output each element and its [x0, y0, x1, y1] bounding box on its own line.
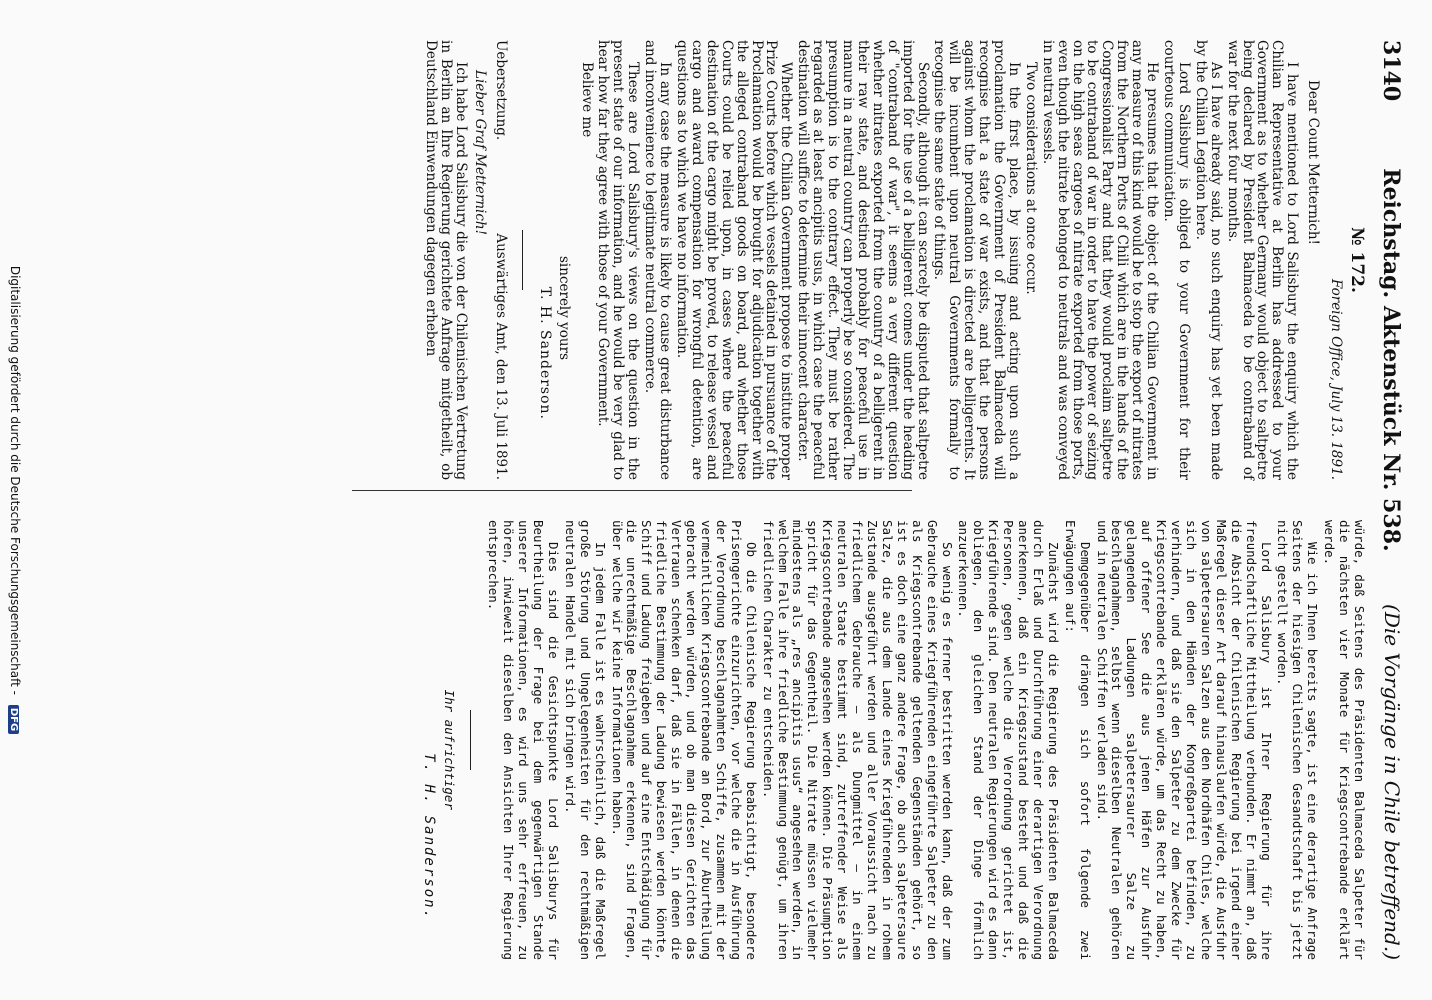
translation-label: Uebersetzung. — [492, 40, 509, 141]
paragraph: In any case the measure is likely to cause great disturbance and inconvenience to legitimate neutral commerce. — [642, 40, 674, 480]
header-title: Reichstag. Aktenstück Nr. 538. — [1378, 168, 1404, 552]
signature: T. H. Sanderson. — [536, 286, 553, 420]
divider-rule — [522, 230, 523, 290]
dateline: Foreign Office, July 13. 1891. — [1328, 279, 1345, 480]
credit-text: Digitalisierung gefördert durch die Deutsche Forschungsgemeinschaft - — [8, 265, 22, 695]
translation-heading — [493, 40, 508, 480]
page-number: 3140 — [1378, 40, 1404, 102]
valediction: sincerely yours — [555, 256, 572, 360]
paragraph: Two considerations at once occur. — [1022, 62, 1039, 295]
paragraph: In the first place, by issuing and acting upon such a proclamation the Government of President Balmaceda will recognise that a state of war exists, and that the persons against whom the proclamation is directed are belligerents. It will be incumbent upon neutral Governments formally to recognise the same state of things. — [931, 40, 1022, 480]
paragraph: In jedem Falle ist es wahrscheinlich, daß die Maßregel große Störung und Ungelegenheiten für den rechtmäßigen neutralen Handel mit sich bringen wird. — [562, 520, 608, 960]
paragraph: Ob die Chilenische Regierung beabsichtigt, besondere Prisengerichte einzurichten, vor welche die in Ausführung der Verordnung beschlagnahmten Schiffe, zusammen mit der vermeintlichen Kriegscontrebande an Bord, zur Aburtheilung gebracht werden würden, und ob man diesen Gerichten das Vertrauen schenken darf, daß sie in Fällen, in denen die friedliche Bestimmung der Ladung bewiesen werden könnte, Schiff und Ladung freigeben und auf eine Entschädigung für die unrechtmäßige Beschlagnahme erkennen, sind Fragen, über welche wir keine Informationen haben. — [609, 520, 759, 960]
dfg-logo: DFG — [8, 705, 19, 734]
paragraph: Ich habe Lord Salisbury die von der Chilenischen Vertretung in Berlin an Ihre Regierung gerichtete Anfrage mitgetheilt, ob Deutschland Einwendungen dagegen erheben — [423, 40, 470, 480]
divider-rule — [470, 710, 471, 770]
german-column — [30, 520, 1366, 960]
paragraph: Zunächst wird die Regierung des Präsidenten Balmaceda durch Erlaß und Durchführung einer derartigen Verordnung anerkennen, daß ein Kriegszustand besteht und daß die Personen, gegen welche die Verordnung gerichtet ist, Kriegführende sind. Den neutralen Regierungen wird es dann obliegen, den gleichen Stand der Dinge förmlich anzuerkennen. — [956, 520, 1061, 960]
paragraph: I have mentioned to Lord Salisbury the enquiry which the Chilian Representative at Berlin has addressed to your Government as to whether Germany would object to saltpetre being declared by President Balmaceda to be contraband of war for the next four months. — [1224, 40, 1301, 480]
paragraph: Dies sind die Gesichtspunkte Lord Salisburys für Beurtheilung der Frage bei dem gegenwärtigen Stande unserer Informationen, es wird uns sehr erfreuen, zu hören, inwieweit dieselben den Ansichten Ihrer Regierung entsprechen. — [486, 520, 561, 960]
german-closing: Ihr aufrichtiger — [442, 689, 458, 810]
paragraph: As I have already said, no such enquiry has yet been made by the Chilian Legation here. — [1192, 40, 1224, 480]
paragraph: Wie ich Ihnen bereits sagte, ist eine derartige Anfrage Seitens der hiesigen Chilenischen Gesandtschaft bis jetzt nicht gestellt worden. — [1275, 520, 1321, 960]
paragraph: He presumes that the object of the Chilian Government in any measure of this kind would be to stop the export of nitrates from the Northern Ports of Chili which are in the hands of the Congressionalist Party and that they would proclaim saltpetre to be contraband of war in order to have the power of seizing on the high seas cargoes of nitrate exported from those ports, even though the nitrate belonged to neutrals and was conveyed in neutral vessels. — [1039, 40, 1161, 480]
german-salutation: Lieber Graf Metternich! — [471, 70, 488, 236]
salutation: Dear Count Metternich! — [1305, 80, 1322, 245]
translation-place-date: Auswärtiges Amt, den 13. Juli 1891. — [492, 233, 509, 480]
digitization-credit — [8, 0, 22, 1000]
paragraph: würde, daß Seitens des Präsidenten Balmaceda Salpeter für die nächsten vier Monate für Kriegscontrebande erklärt werde. — [1322, 520, 1367, 960]
header-subject: (Die Vorgänge in Chile betreffend.) — [1380, 604, 1404, 960]
paragraph: So wenig es ferner bestritten werden kann, daß der zum Gebrauche eines Kriegführenden eingeführte Salpeter zu den als Kriegscontrebande geltenden Gegenständen gehört, so ist es doch eine ganz andere Frage, ob auch salpetersaure Salze, die aus dem Lande eines Kriegführenden in rohem Zustande ausgeführt werden und aller Voraussicht nach zu friedlichem Gebrauche — als Dungmittel — in einem neutralen Staate bestimmt sind, zutreffender Weise als Kriegscontrebande angesehen werden können. Die Präsumption spricht für das Gegentheil. Die Nitrate müssen vielmehr mindestens als „res ancipitis usus“ angesehen werden, in welchem Falle ihre friedliche Bestimmung genügt, um ihren friedlichen Charakter zu entscheiden. — [760, 520, 955, 960]
paragraph: Demgegenüber drängen sich sofort folgende zwei Erwägungen auf: — [1062, 520, 1093, 960]
german-signature: T. H. Sanderson. — [420, 753, 437, 920]
running-header — [1374, 40, 1404, 960]
paragraph: Lord Salisbury ist Ihrer Regierung für ihre freundschaftliche Mittheilung verbunden. Er nimmt an, daß die Absicht der Chilenischen Regierung bei irgend einer Maßregel dieser Art darauf hinauslaufen würde, die Ausfuhr von salpetersauren Salzen aus den Nordhäfen Chiles, welche sich in den Händen der Kongreßpartei befinden, zu verhindern, und daß sie den Salpeter zu dem Zwecke für Kriegscontrebande erklären würde, um das Recht zu haben, auf offener See die aus jenen Häfen zur Ausfuhr gelangenden Ladungen salpetersaurer Salze zu beschlagnahmen, selbst wenn dieselben Neutralen gehören und in neutralen Schiffen verladen sind. — [1094, 520, 1274, 960]
document-number: № 172. — [1347, 227, 1367, 293]
english-column — [30, 40, 1366, 480]
paragraph: Whether the Chilian Government propose to institute proper Prize Courts before which vessels detained in pursuance of the Proclamation would be brought for adjudication together with the alleged contraband goods on board, and whether those Courts could be relied upon, in cases where the peaceful destination of the cargo might be proved, to release vessel and cargo and award compensation for wrongful detention, are questions as to which we have no information. — [674, 40, 795, 480]
paragraph: Secondly, although it can scarcely be disputed that saltpetre imported for the use of a belligerent comes under the heading of "contraband of war", it seems a very different question whether nitrates exported from the country of a belligerent in their raw state, and destined probably for peaceful use in manure in a neutral country can properly be so considered. The presumption is to the contrary effect. They must be rather regarded as at least ancipitis usus, in which case the peaceful destination will suffice to determine their innocent character. — [795, 40, 931, 480]
paragraph: Lord Salisbury is obliged to your Government for their courteous communication. — [1161, 40, 1192, 480]
column-divider — [352, 490, 912, 491]
believe-me: Believe me — [578, 62, 595, 138]
paragraph: These are Lord Salisbury's views on the question in the present state of our information, and he would be very glad to hear how far they agree with those of your Government. — [595, 40, 642, 480]
